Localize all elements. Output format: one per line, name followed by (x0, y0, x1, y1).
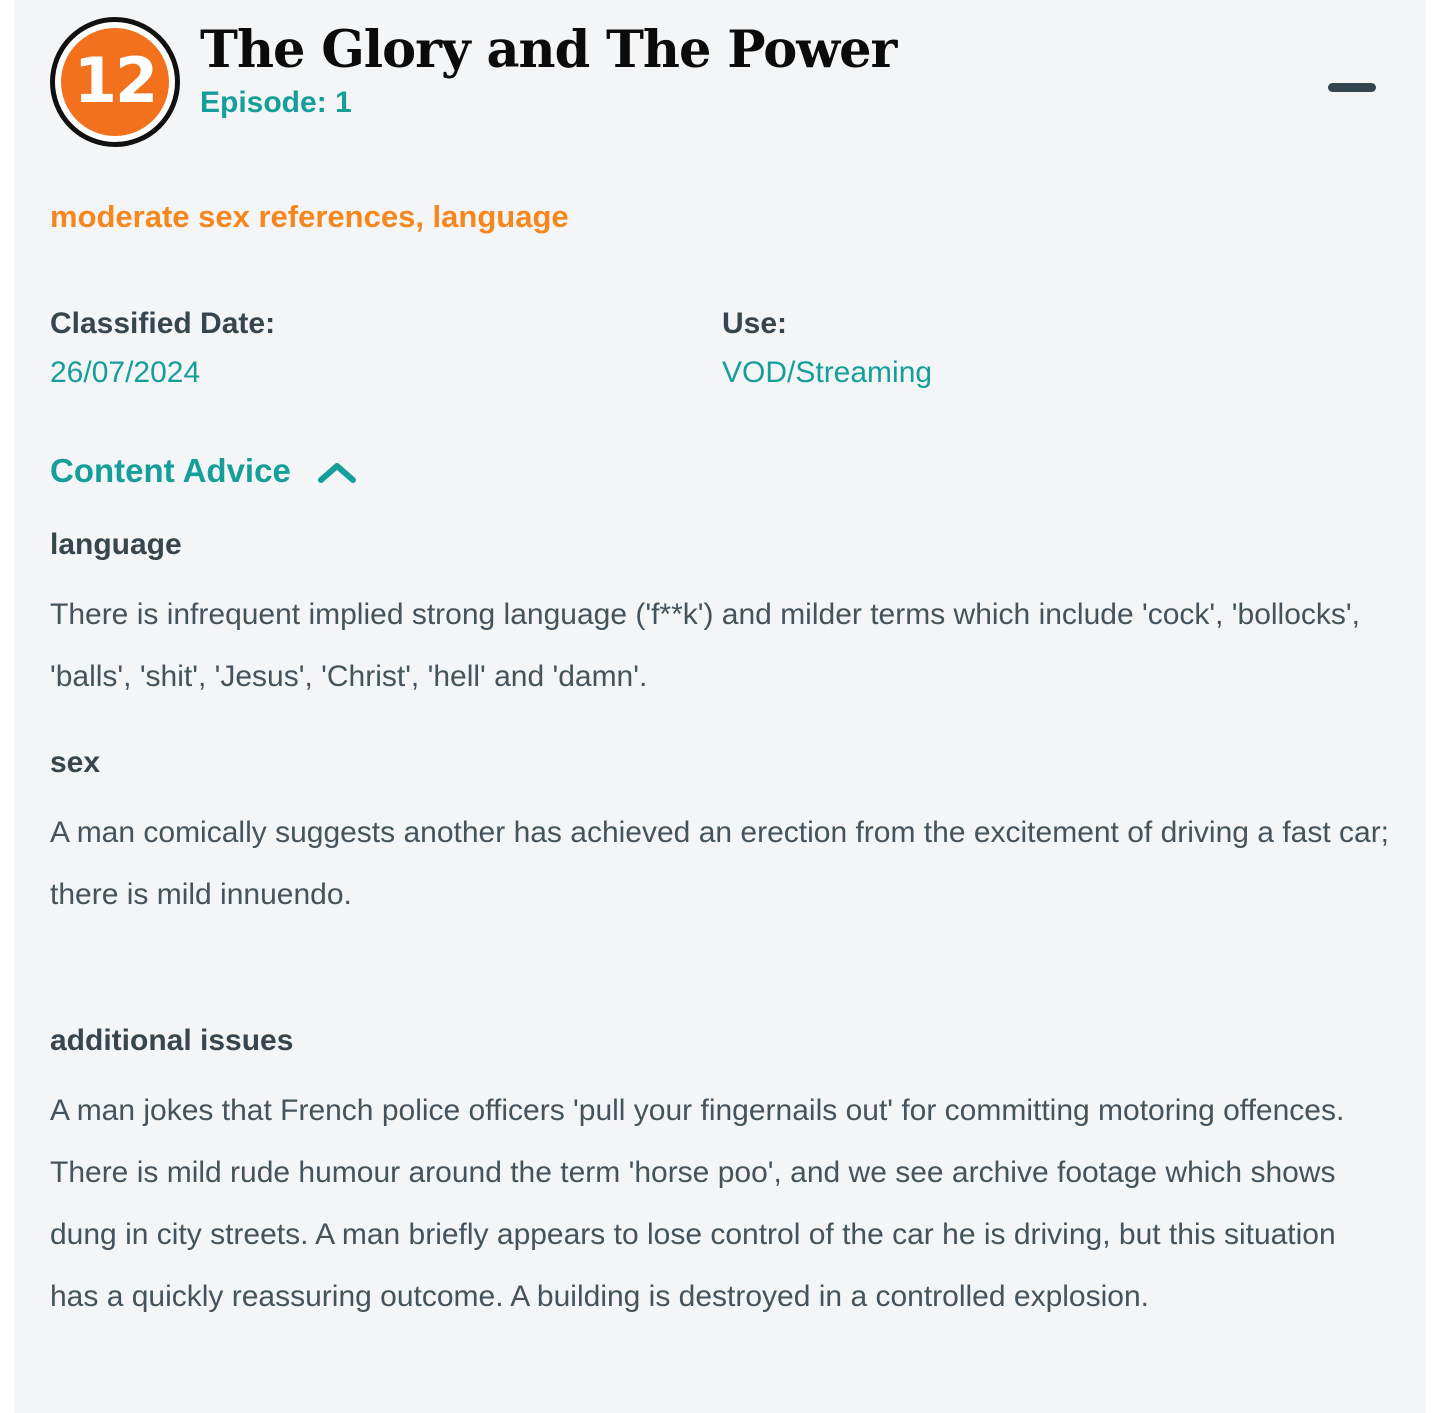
age-rating-badge-circle (61, 28, 169, 136)
ratings-info-text: moderate sex references, language (50, 199, 569, 234)
page-title: The Glory and The Power (200, 20, 897, 80)
classification-card (14, 0, 1426, 1413)
title-block (200, 17, 896, 120)
advice-section-body: There is infrequent implied strong language ('f**k') and milder terms which include 'cock', 'bollocks', 'balls', 'shit', 'Jesus', 'Christ', 'hell' and 'damn'. (50, 598, 1360, 693)
advice-section-heading: sex (50, 746, 101, 779)
advice-section-body: A man jokes that French police officers 'pull your fingernails out' for committing motoring offences. There is mild rude humour around the term 'horse poo', and we see archive footage which shows dung in city streets. A man briefly appears to lose control of the car he is driving, but this situation has a quickly reassuring outcome. A building is destroyed in a controlled explosion. (50, 1094, 1345, 1313)
chevron-up-icon (317, 462, 357, 484)
advice-section-language (50, 528, 1390, 708)
episode-label: Episode: 1 (200, 85, 352, 119)
classified-date-group (50, 307, 722, 390)
advice-section-heading: language (50, 528, 182, 561)
classified-date-value: 26/07/2024 (50, 356, 201, 389)
use-label: Use: (722, 307, 788, 340)
advice-section-heading: additional issues (50, 1024, 294, 1057)
advice-section-body: A man comically suggests another has achieved an erection from the excitement of driving a fast car; there is mild innuendo. (50, 816, 1390, 911)
advice-section-sex (50, 746, 1390, 926)
minus-icon (1328, 83, 1376, 92)
card-header (50, 17, 1390, 147)
details-row (50, 307, 1390, 390)
use-value: VOD/Streaming (722, 356, 933, 389)
content-advice-toggle[interactable] (50, 452, 357, 490)
classified-date-label: Classified Date: (50, 307, 276, 340)
advice-section-additional-issues (50, 1024, 1390, 1328)
minimize-button[interactable] (1324, 79, 1380, 96)
content-advice-heading: Content Advice (50, 452, 291, 489)
use-group (722, 307, 1390, 390)
age-rating-badge (50, 17, 180, 147)
age-rating-value: 12 (73, 43, 157, 117)
